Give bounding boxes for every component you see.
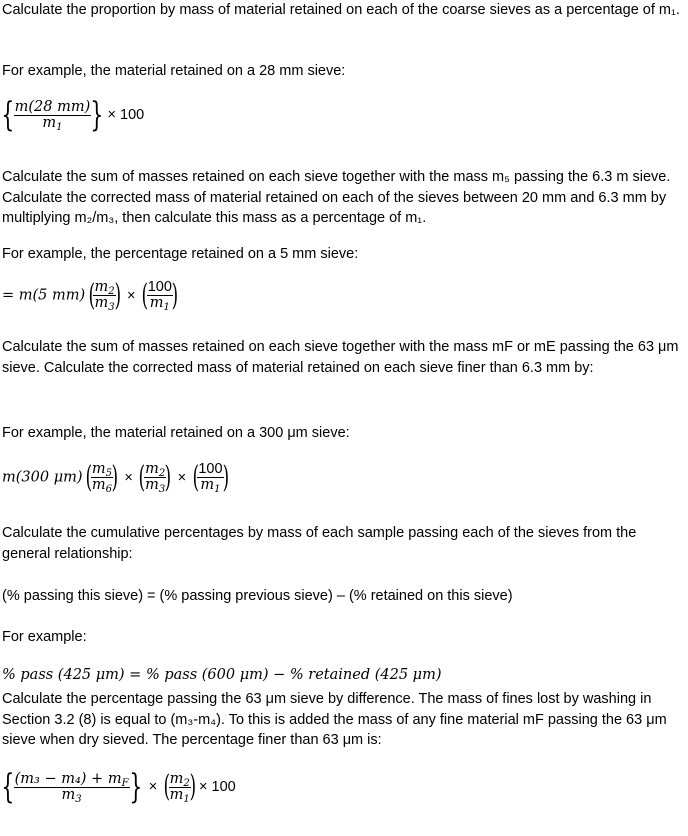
- paragraph-sum-coarse: Calculate the sum of masses retained on each sieve together with the mass m₅ passing the 6.3 m sieve. Calculate the corrected mass of material retained on each of the sieves between 20 mm and 6.3 mm by multiplying m₂/m₃, then calculate this mass as a percentage of m₁.: [2, 169, 671, 226]
- eq2-f1-den: m: [94, 295, 109, 311]
- eq3-lead: m(300 μm): [2, 469, 83, 486]
- eq2-f1-den-sub: 3: [108, 302, 115, 313]
- equation-5mm: = m(5 mm) ( $\frac{m_2}{m_3}$ ) × ( $\frac{100}{m_1}$ ): [2, 277, 179, 313]
- eq3-f3-den-sub: 1: [214, 484, 221, 495]
- eq5-numerator-sub: F: [121, 777, 129, 789]
- eq2-f2-den-sub: 1: [163, 302, 170, 313]
- eq1-denominator: m: [42, 114, 57, 131]
- eq2-times: ×: [126, 287, 136, 304]
- eq5-f2-num: m: [169, 770, 184, 787]
- eq3-f2-den-sub: 3: [158, 484, 166, 495]
- eq5-f2-den: m: [169, 786, 184, 803]
- eq2-lead: = m(5 mm): [2, 287, 86, 304]
- eq5-f2-num-sub: 2: [183, 777, 190, 789]
- eq5-numerator: (m₃ − m₄) + m: [14, 770, 122, 787]
- eq3-f3-num: 100: [198, 461, 223, 477]
- paragraph-for-example: For example:: [2, 629, 87, 645]
- eq3-times-2: ×: [177, 469, 187, 486]
- eq2-f2-num: 100: [147, 279, 172, 295]
- eq3-f3-den: m: [200, 477, 215, 493]
- eq3-f2-num-sub: 2: [158, 468, 166, 479]
- eq3-f1-num: m: [91, 461, 106, 477]
- paragraph-example-28mm: For example, the material retained on a 28 mm sieve:: [2, 63, 346, 79]
- eq2-f1-num-sub: 2: [108, 286, 115, 297]
- eq2-f2-den: m: [149, 295, 164, 311]
- paragraph-relationship: (% passing this sieve) = (% passing previous sieve) – (% retained on this sieve): [2, 588, 513, 604]
- eq3-f2-den: m: [145, 477, 159, 493]
- eq5-f2-den-sub: 1: [183, 793, 190, 805]
- equation-63um: { $\frac{(m_3 - m_4) + m_F}{m_3}$ } × ( $\frac{m_2}{m_1}$ ) × 100: [1, 767, 236, 807]
- paragraph-63um: Calculate the percentage passing the 63 μm sieve by difference. The mass of fines lost by washing in Section 3.2 (8) is equal to (m₃-m₄). To this is added the mass of any fine material mF passing the 63 μm sieve when dry sieved. The percentage finer than 63 μm is:: [2, 691, 667, 748]
- paragraph-sum-fine: Calculate the sum of masses retained on each sieve together with the mass mF or mE passing the 63 μm sieve. Calculate the corrected mass of material retained on each sieve finer than 6.3 mm by:: [2, 339, 679, 376]
- eq3-f1-den: m: [91, 477, 106, 493]
- eq3-f1-den-sub: 6: [105, 484, 112, 495]
- paragraph-example-300um: For example, the material retained on a 300 μm sieve:: [2, 425, 350, 441]
- equation-28mm: { $\frac{m(28 mm)}{m_1}$ } × 100: [1, 95, 145, 135]
- eq1-denominator-sub: 1: [56, 121, 63, 133]
- eq5-tail: × 100: [199, 779, 236, 795]
- paragraph-proportion-coarse: Calculate the proportion by mass of material retained on each of the coarse sieves as a percentage of m₁.: [2, 2, 680, 18]
- eq1-numerator: m(28 mm): [14, 98, 91, 115]
- eq5-times: ×: [148, 779, 158, 795]
- eq2-f1-num: m: [94, 279, 109, 295]
- paragraph-cumulative: Calculate the cumulative percentages by mass of each sample passing each of the sieves from the general relationship:: [2, 525, 637, 562]
- eq5-denominator-sub: 3: [75, 793, 82, 805]
- eq1-times: × 100: [107, 107, 145, 123]
- equation-425um: % pass (425 μm) = % pass (600 μm) − % retained (425 μm): [2, 667, 442, 683]
- eq5-denominator: m: [61, 786, 76, 803]
- equation-300um: m(300 μm) ( $\frac{m_5}{m_6}$ ) × ( $\frac{m_2}{m_3}$ ) × ( $\frac{100}{m_1}$ ): [2, 459, 229, 495]
- eq3-times-1: ×: [124, 469, 133, 486]
- eq3-f1-num-sub: 5: [105, 468, 112, 479]
- eq3-f2-num: m: [145, 461, 159, 477]
- paragraph-example-5mm: For example, the percentage retained on a 5 mm sieve:: [2, 246, 359, 262]
